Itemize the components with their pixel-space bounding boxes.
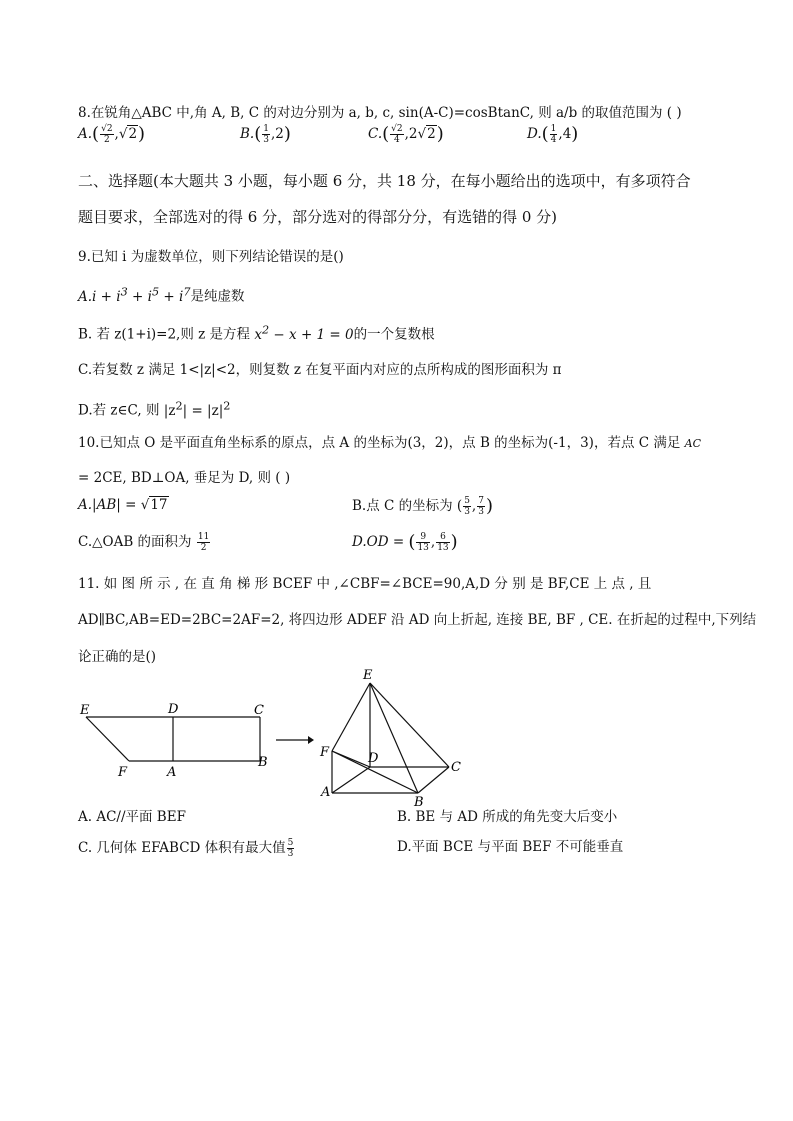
label-F-solid: F [320,745,330,760]
arrow-right-icon [274,732,314,748]
q8-option-c[interactable]: C.( $\frac{√2}{4}$ ,2√2) [368,123,444,145]
q11-stem-line2: AD∥BC,AB=ED=2BC=2AF=2, 将四边形 ADEF 沿 AD 向上折起, 连接 BE, BF , CE. 在折起的过程中,下列结 [78,612,757,628]
label-E: E [80,703,90,718]
q10-stem-line1: 10.已知点 O 是平面直角坐标系的原点，点 A 的坐标为(3，2)，点 B 的坐标为(-1，3)，若点 C 满足 AC [78,435,702,451]
label-B: B [258,755,268,770]
q11-stem-line3: 论正确的是() [78,649,157,665]
label-B-solid: B [414,795,424,810]
label-C-solid: C [451,760,461,775]
q8-option-a[interactable]: A.( $\frac{√2}{2}$ ,√2) [78,123,146,145]
q9-option-d[interactable]: D.若 z∈C, 则 $|z^2| = |z|^2$ [78,399,231,419]
q9-option-c[interactable]: C.若复数 z 满足 1<|z|<2，则复数 z 在复平面内对应的点所构成的图形面积为 π [78,362,562,378]
q11-stem-line1: 11. 如 图 所 示 , 在 直 角 梯 形 BCEF 中 ,∠CBF=∠BCE=90,A,D 分 别 是 BF,CE 上 点 , 且 [78,576,652,592]
label-D-solid: D [368,751,379,766]
q8-option-b[interactable]: B.( $\frac{1}{3}$ ,2) [240,123,291,145]
label-E-solid: E [363,668,373,683]
q10-option-b[interactable]: B.点 C 的坐标为 ( $\frac{5}{3}$ , $\frac{7}{3}$ ) [352,495,493,517]
q8-option-d[interactable]: D.( $\frac{1}{4}$ ,4) [527,123,579,145]
q9-option-b[interactable]: B. 若 z(1+i)=2,则 z 是方程 $x^2 - x + 1 = 0$的一个复数根 [78,323,435,343]
q9-option-a[interactable]: $A.i + i^3 + i^5 + i^7$是纯虚数 [78,285,245,305]
q11-option-b[interactable]: B. BE 与 AD 所成的角先变大后变小 [397,809,618,825]
section2-line1: 二、选择题(本大题共 3 小题，每小题 6 分，共 18 分，在每小题给出的选项中，有多项符合 [78,172,691,190]
section2-line2: 题目要求，全部选对的得 6 分，部分选对的得部分分，有选错的得 0 分) [78,208,558,226]
q8-stem: 8.在锐角△ABC 中,角 A, B, C 的对边分别为 a, b, c, sin(A-C)=cosBtanC, 则 a/b 的取值范围为 ( ) [78,105,682,121]
label-D: D [168,702,179,717]
q11-option-c[interactable]: C. 几何体 EFABCD 体积有最大值 $\frac{5}{3}$ [78,838,294,859]
label-F: F [118,765,128,780]
label-A: A [167,765,177,780]
folded-solid-figure [315,665,475,810]
q10-option-c[interactable]: C.△OAB 的面积为 $\frac{11}{2}$ [78,532,210,553]
q11-option-a[interactable]: A. AC//平面 BEF [78,809,186,825]
q10-option-d[interactable]: D.OD = ( $\frac{9}{13}$ , $\frac{6}{13}$ ) [352,531,458,553]
q11-option-d[interactable]: D.平面 BCE 与平面 BEF 不可能垂直 [397,839,624,855]
label-A-solid: A [321,785,331,800]
q9-stem: 9.已知 i 为虚数单位，则下列结论错误的是() [78,249,344,265]
q10-option-a[interactable]: A.|AB| = √17 [78,497,168,513]
q10-stem-line2: = 2CE, BD⊥OA, 垂足为 D, 则 ( ) [78,470,291,486]
flat-trapezoid-figure [76,695,276,785]
label-C: C [254,703,264,718]
